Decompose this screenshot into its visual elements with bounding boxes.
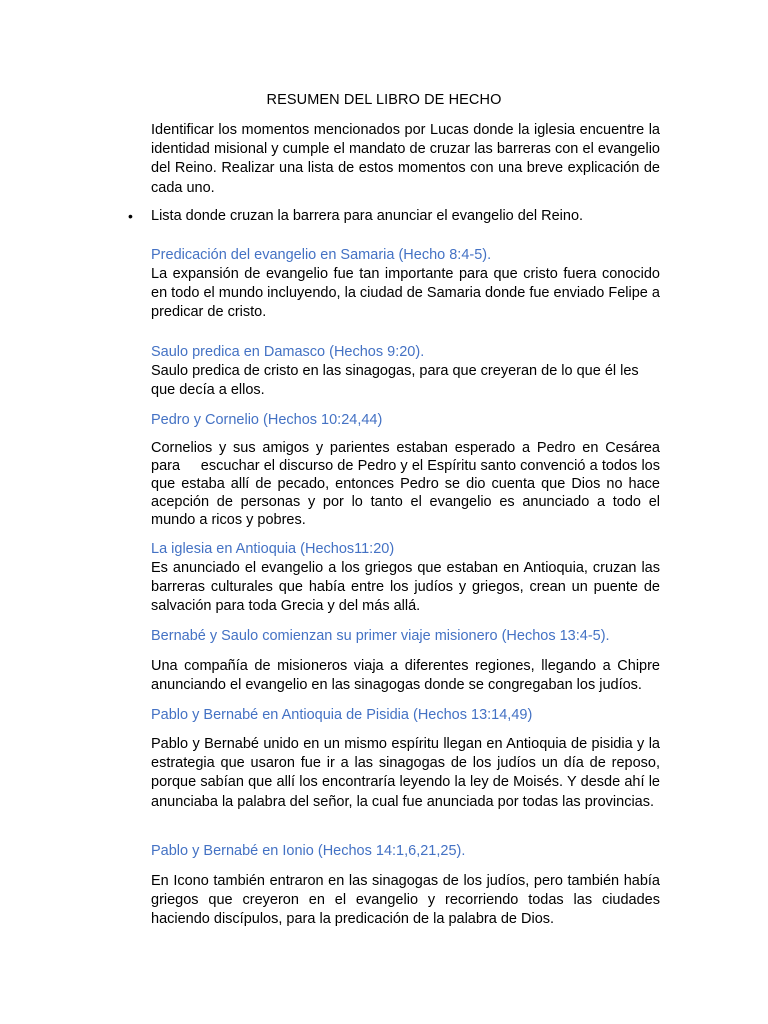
section-heading-samaria: Predicación del evangelio en Samaria (Hecho 8:4-5). [151, 247, 492, 263]
intro-paragraph: Identificar los momentos mencionados por Lucas donde la iglesia encuentre la identidad misional y cumple el mandato de cruzar las barreras con el evangelio del Reino. Realizar una lista de estos momentos con una breve explicación de cada uno. [151, 122, 660, 196]
section-body-primer-viaje: Una compañía de misioneros viaja a diferentes regiones, llegando a Chipre anunciando el evangelio en las sinagogas donde se congregaban los judíos. [151, 658, 660, 694]
section-body-ionio: En Icono también entraron en las sinagogas de los judíos, pero también había griegos que creyeron en el evangelio y recorriendo todas las ciudades haciendo discípulos, para la predicación de la palabra de Dios. [151, 873, 660, 928]
section-heading-antioquia: La iglesia en Antioquia (Hechos11:20) [151, 541, 395, 557]
section-body-pisidia: Pablo y Bernabé unido en un mismo espíritu llegan en Antioquia de pisidia y la estrategia que usaron fue ir a las sinagogas de los judíos un día de reposo, porque sabían que allí los encontraría leyendo la ley de Moisés. Y desde ahí le anunciaba la palabra del señor, la cual fue anunciada por todas las provincias. [151, 736, 660, 810]
section-body-antioquia: Es anunciado el evangelio a los griegos que estaban en Antioquia, cruzan las barreras culturales que había entre los judíos y griegos, crean un puente de salvación para toda Grecia y del más allá. [151, 560, 660, 615]
section-body-samaria: La expansión de evangelio fue tan importante para que cristo fuera conocido en todo el mundo incluyendo, la ciudad de Samaria donde fue enviado Felipe a predicar de cristo. [151, 266, 660, 321]
section-body-cornelio: Cornelios y sus amigos y parientes estaban esperado a Pedro en Cesárea para escuchar el discurso de Pedro y el Espíritu santo convenció a todos los que estaba allí de pecado, entonces Pedro se dio cuenta que Dios no hace acepción de personas y por lo tanto el evangelio es anunciado a todo el mundo a ricos y pobres. [151, 440, 677, 528]
section-heading-pisidia: Pablo y Bernabé en Antioquia de Pisidia (Hechos 13:14,49) [151, 707, 533, 723]
section-heading-damasco: Saulo predica en Damasco (Hechos 9:20). [151, 344, 425, 360]
section-heading-ionio: Pablo y Bernabé en Ionio (Hechos 14:1,6,21,25). [151, 843, 466, 859]
section-body-damasco: Saulo predica de cristo en las sinagogas, para que creyeran de lo que él les que decía a ellos. [151, 363, 639, 399]
section-heading-primer-viaje: Bernabé y Saulo comienzan su primer viaje misionero (Hechos 13:4-5). [151, 628, 610, 644]
section-heading-cornelio: Pedro y Cornelio (Hechos 10:24,44) [151, 412, 383, 428]
bullet-list-item: Lista donde cruzan la barrera para anunciar el evangelio del Reino. [151, 208, 584, 224]
page-title: RESUMEN DEL LIBRO DE HECHO [266, 92, 502, 108]
bullet-icon: • [128, 208, 133, 224]
